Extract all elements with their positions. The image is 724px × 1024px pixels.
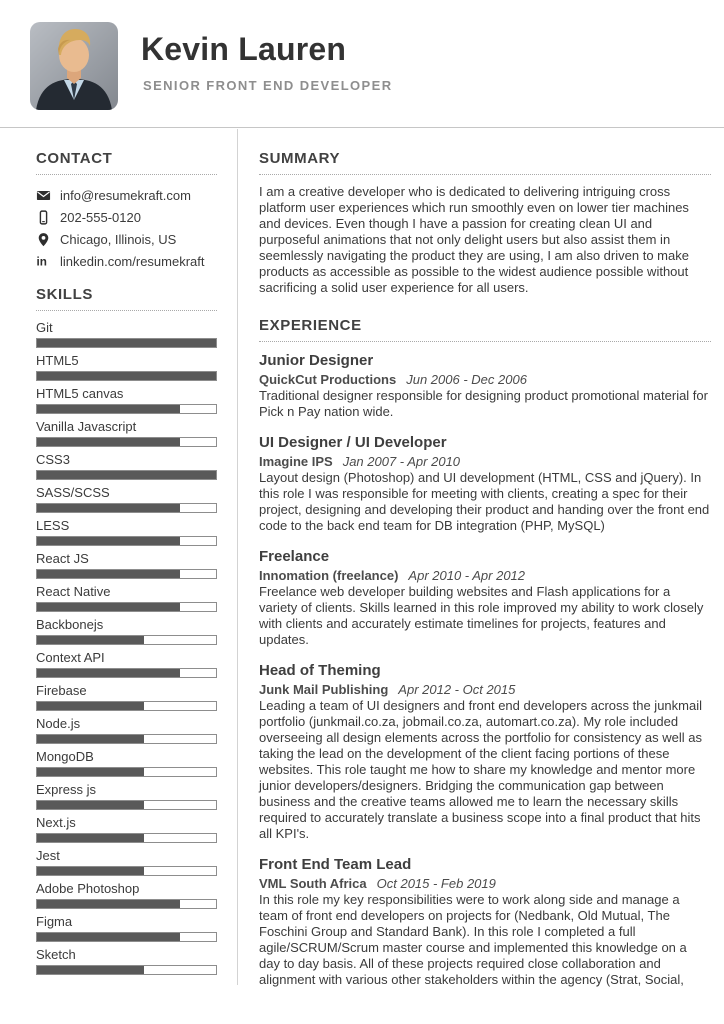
summary-text: I am a creative developer who is dedicated to delivering intriguing cross platform user experiences which run smoothly even on lower tier machines and devices. Even though I have a passion for creating clean UI and purposeful animations that not only delight users but also assist them in seemlessly navigating the product they are using, I am also driven to make products as accessible as possible to the widest audience possible without sacrificing a solid user experience for all users.: [259, 184, 689, 295]
main-column: [259, 150, 711, 1000]
skill-item: [36, 617, 217, 645]
contact-heading: CONTACT: [36, 150, 217, 175]
skill-bar-fill: [37, 900, 180, 908]
skill-name: React Native: [36, 584, 111, 599]
job-company: Junk Mail Publishing: [259, 682, 389, 697]
skill-bar: [36, 569, 217, 579]
svg-text:in: in: [36, 255, 47, 269]
experience-list: [259, 350, 711, 988]
skill-bar: [36, 404, 217, 414]
skill-name: Context API: [36, 650, 105, 665]
skill-bar: [36, 371, 217, 381]
skill-bar: [36, 668, 217, 678]
contact-text: linkedin.com/resumekraft: [60, 253, 205, 269]
job-description: Freelance web developer building websites and Flash applications for a variety of clients. Skills learned in this role improved my ability to work closely with clients and accurately estimate timelines for projects, features and updates.: [259, 584, 704, 647]
job-description: In this role my key responsibilities were to work along side and manage a team of front end developers on projects for (Nedbank, Old Mutual, The Foschini Group and Standard Bank). In this role I completed a full agile/SCRUM/Scrum master course and implemented this knowledge on a day to day basis. All of these projects required close collaboration and alignment with various other stakeholders within the agency (Strat, Social,: [259, 892, 687, 987]
job-company: VML South Africa: [259, 876, 367, 891]
job-title: Freelance: [259, 548, 330, 565]
skill-name: HTML5 canvas: [36, 386, 124, 401]
skill-item: [36, 386, 217, 414]
skill-item: [36, 320, 217, 348]
job-title: Junior Designer: [259, 352, 374, 369]
skill-bar-fill: [37, 702, 144, 710]
skill-bar: [36, 734, 217, 744]
skill-bar: [36, 602, 217, 612]
profile-photo: [30, 22, 118, 110]
job-dates: Apr 2010 - Apr 2012: [408, 568, 526, 583]
job-title: UI Designer / UI Developer: [259, 434, 447, 451]
job-dates: Jun 2006 - Dec 2006: [406, 372, 527, 387]
skill-bar-fill: [37, 735, 144, 743]
skill-bar: [36, 899, 217, 909]
skill-bar-fill: [37, 372, 216, 380]
skill-item: [36, 848, 217, 876]
job-company: Imagine IPS: [259, 454, 333, 469]
skill-bar-fill: [37, 768, 144, 776]
skill-name: HTML5: [36, 353, 79, 368]
skill-bar: [36, 338, 217, 348]
skill-bar-fill: [37, 834, 144, 842]
job-meta: [259, 567, 711, 584]
skill-bar: [36, 470, 217, 480]
skill-bar: [36, 800, 217, 810]
skill-name: LESS: [36, 518, 70, 533]
skill-item: [36, 518, 217, 546]
job-company: Innomation (freelance): [259, 568, 399, 583]
skill-bar: [36, 701, 217, 711]
skills-section: [36, 286, 217, 975]
job-meta: [259, 681, 711, 698]
skill-item: [36, 485, 217, 513]
job-dates: Jan 2007 - Apr 2010: [342, 454, 461, 469]
skill-item: [36, 947, 217, 975]
skill-name: Git: [36, 320, 53, 335]
linkedin-icon: [36, 254, 52, 269]
email-icon: [36, 188, 52, 203]
experience-section: [259, 317, 711, 988]
skill-bar: [36, 767, 217, 777]
skill-item: [36, 683, 217, 711]
skill-item: [36, 914, 217, 942]
skill-name: Node.js: [36, 716, 81, 731]
skill-item: [36, 815, 217, 843]
job-entry: [259, 546, 711, 648]
job-company: QuickCut Productions: [259, 372, 397, 387]
profile-photo-graphic: [30, 22, 118, 110]
skill-item: [36, 419, 217, 447]
skill-bar-fill: [37, 669, 180, 677]
skill-name: React JS: [36, 551, 89, 566]
skill-bar-fill: [37, 438, 180, 446]
skill-bar: [36, 932, 217, 942]
job-meta: [259, 453, 711, 470]
contact-item: [36, 184, 217, 206]
skill-bar-fill: [37, 867, 144, 875]
location-icon: [36, 232, 52, 247]
job-description: Layout design (Photoshop) and UI development (HTML, CSS and jQuery). In this role I was responsible for meeting with clients, creating a spec for their project, designing and developing their product and handing over the front end code to the back end team for DB integration (PHP, MySQL): [259, 470, 710, 533]
skill-item: [36, 584, 217, 612]
skill-bar: [36, 833, 217, 843]
skill-bar: [36, 965, 217, 975]
skill-name: CSS3: [36, 452, 70, 467]
skill-bar: [36, 503, 217, 513]
skill-bar-fill: [37, 471, 216, 479]
skill-item: [36, 749, 217, 777]
job-title: Head of Theming: [259, 662, 381, 679]
skill-bar: [36, 635, 217, 645]
skills-list: [36, 320, 217, 975]
skill-bar: [36, 866, 217, 876]
job-entry: [259, 660, 711, 842]
skill-name: Sketch: [36, 947, 76, 962]
contact-text: Chicago, Illinois, US: [60, 231, 177, 247]
job-entry: [259, 854, 711, 988]
skill-bar-fill: [37, 636, 144, 644]
skill-name: Express js: [36, 782, 96, 797]
contact-text: info@resumekraft.com: [60, 187, 191, 203]
skills-heading: SKILLS: [36, 286, 217, 311]
header: [0, 0, 724, 128]
sidebar: [36, 150, 217, 980]
experience-heading: EXPERIENCE: [259, 317, 711, 342]
skill-bar: [36, 437, 217, 447]
job-title: Front End Team Lead: [259, 856, 412, 873]
skill-name: SASS/SCSS: [36, 485, 110, 500]
person-name: Kevin Lauren: [141, 31, 347, 67]
contact-item: [36, 206, 217, 228]
skill-bar: [36, 536, 217, 546]
skill-name: Firebase: [36, 683, 87, 698]
skill-bar-fill: [37, 603, 180, 611]
skill-name: Backbonejs: [36, 617, 104, 632]
skill-name: Figma: [36, 914, 73, 929]
skill-item: [36, 452, 217, 480]
job-entry: [259, 432, 711, 534]
skill-name: Jest: [36, 848, 60, 863]
job-dates: Oct 2015 - Feb 2019: [376, 876, 496, 891]
contact-text: 202-555-0120: [60, 209, 141, 225]
contact-list: [36, 184, 217, 272]
contact-item: [36, 250, 217, 272]
skill-item: [36, 353, 217, 381]
summary-section: [259, 150, 711, 296]
skill-bar-fill: [37, 504, 180, 512]
skill-name: Adobe Photoshop: [36, 881, 140, 896]
skill-bar-fill: [37, 405, 180, 413]
person-title: SENIOR FRONT END DEVELOPER: [143, 78, 393, 93]
contact-section: [36, 150, 217, 272]
job-description: Leading a team of UI designers and front end developers across the junkmail portfolio (junkmail.co.za, jobmail.co.za, automart.co.za). My role included overseeing all design elements across the portfolio for consistency as well as taking the lead on the development of the client facing portions of these websites. This role taught me how to share my knowledge and mentor more junior developers/designers. Bridging the communication gap between business and the creative teams allowed me to learn the necessary skills required to accurately translate a business scope into a final product that hits all KPI's.: [259, 698, 702, 841]
job-description: Traditional designer responsible for designing product promotional material for Pick n Pay nation wide.: [259, 388, 708, 419]
column-divider: [237, 129, 238, 985]
skill-bar-fill: [37, 570, 180, 578]
summary-heading: SUMMARY: [259, 150, 711, 175]
skill-name: MongoDB: [36, 749, 94, 764]
skill-bar-fill: [37, 339, 216, 347]
skill-item: [36, 650, 217, 678]
phone-icon: [36, 210, 52, 225]
job-meta: [259, 875, 711, 892]
skill-item: [36, 782, 217, 810]
skill-item: [36, 551, 217, 579]
skill-item: [36, 716, 217, 744]
job-dates: Apr 2012 - Oct 2015: [398, 682, 516, 697]
skill-bar-fill: [37, 933, 180, 941]
skill-bar-fill: [37, 537, 180, 545]
skill-bar-fill: [37, 966, 144, 974]
skill-bar-fill: [37, 801, 144, 809]
job-meta: [259, 371, 711, 388]
skill-item: [36, 881, 217, 909]
job-entry: [259, 350, 711, 420]
contact-item: [36, 228, 217, 250]
skill-name: Vanilla Javascript: [36, 419, 137, 434]
skill-name: Next.js: [36, 815, 76, 830]
